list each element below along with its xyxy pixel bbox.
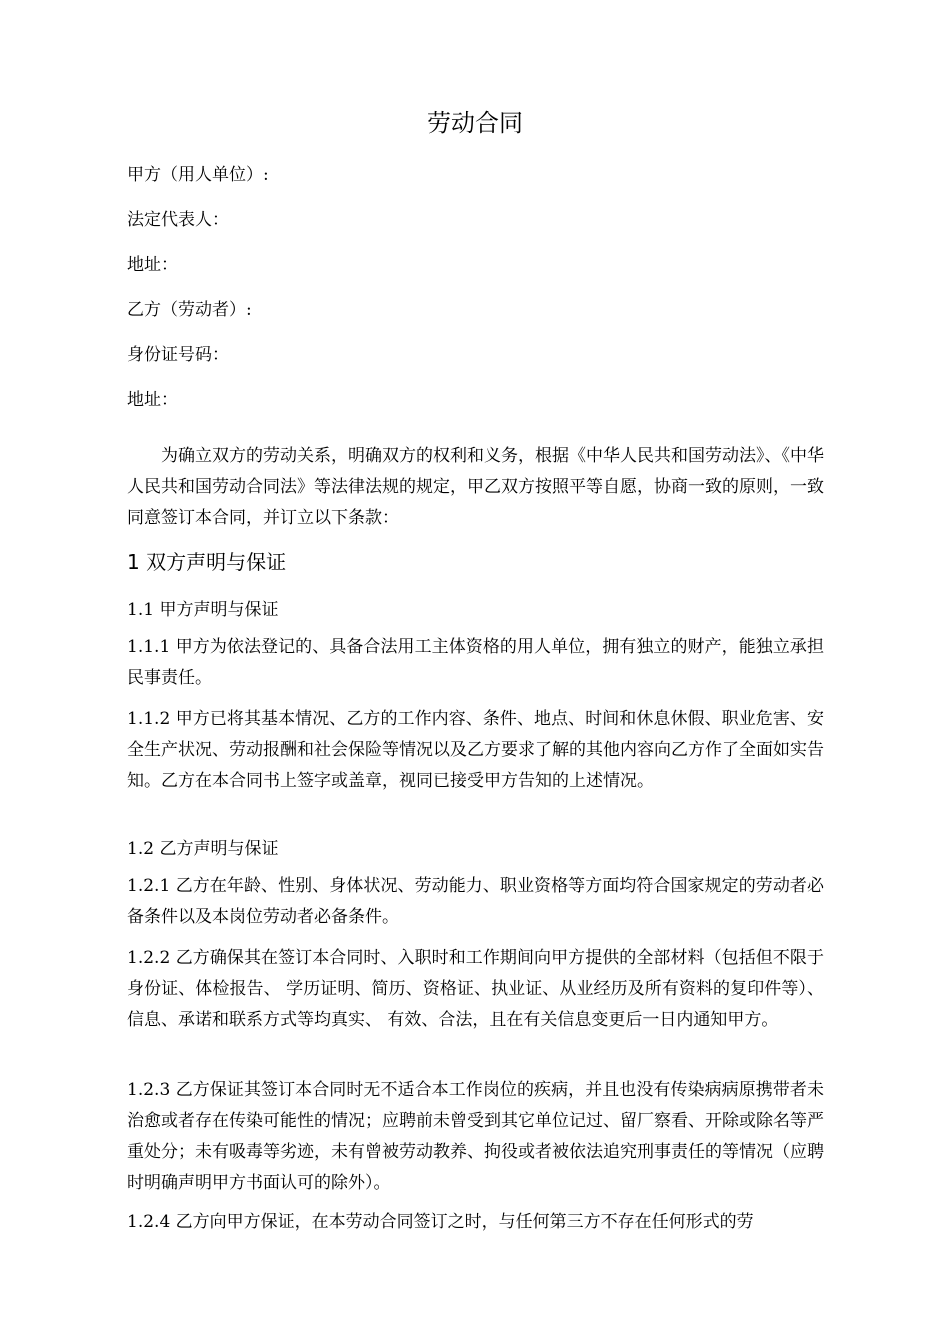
party-a-address-field: 地址： (127, 255, 178, 275)
intro-paragraph: 为确立双方的劳动关系，明确双方的权利和义务，根据《中华人民共和国劳动法》、《中华人民共和国劳动合同法》等法律法规的规定，甲乙双方按照平等自愿，协商一致的原则，一致同意签订本合同，并订立以下条款： (127, 446, 824, 528)
party-b-address-field: 地址： (127, 390, 178, 410)
document-title: 劳动合同 (427, 109, 523, 137)
id-number-field: 身份证号码： (127, 345, 229, 365)
clause-1-2-2: 1.2.2 乙方确保其在签订本合同时、入职时和工作期间向甲方提供的全部材料（包括但不限于身份证、体检报告、 学历证明、简历、资格证、执业证、从业经历及所有资料的复印件等）、信息、承诺和联系方式等均真实、 有效、合法，且在有关信息变更后一日内通知甲方。 (127, 948, 824, 1030)
clause-1-1-1: 1.1.1 甲方为依法登记的、具备合法用工主体资格的用人单位，拥有独立的财产，能独立承担民事责任。 (127, 637, 824, 688)
clause-1-2-3: 1.2.3 乙方保证其签订本合同时无不适合本工作岗位的疾病，并且也没有传染病病原携带者未治愈或者存在传染可能性的情况；应聘前未曾受到其它单位记过、留厂察看、开除或除名等严重处分；未有吸毒等劣迹，未有曾被劳动教养、拘役或者被依法追究刑事责任的等情况（应聘时明确声明甲方书面认可的除外）。 (127, 1080, 824, 1193)
party-b-field: 乙方（劳动者）: (127, 300, 252, 320)
party-a-field: 甲方（用人单位）: (127, 165, 269, 185)
clause-1-1-2: 1.1.2 甲方已将其基本情况、乙方的工作内容、条件、地点、时间和休息休假、职业危害、安全生产状况、劳动报酬和社会保险等情况以及乙方要求了解的其他内容向乙方作了全面如实告知。乙方在本合同书上签字或盖章，视同已接受甲方告知的上述情况。 (127, 709, 824, 791)
subsection-1-1: 1.1 甲方声明与保证 (127, 600, 279, 620)
legal-rep-field: 法定代表人： (127, 210, 229, 230)
subsection-1-2: 1.2 乙方声明与保证 (127, 839, 279, 859)
clause-1-2-4: 1.2.4 乙方向甲方保证，在本劳动合同签订之时，与任何第三方不存在任何形式的劳 (127, 1212, 754, 1232)
clause-1-2-1: 1.2.1 乙方在年龄、性别、身体状况、劳动能力、职业资格等方面均符合国家规定的劳动者必备条件以及本岗位劳动者必备条件。 (127, 876, 824, 927)
section-heading: 1 双方声明与保证 (127, 550, 287, 574)
